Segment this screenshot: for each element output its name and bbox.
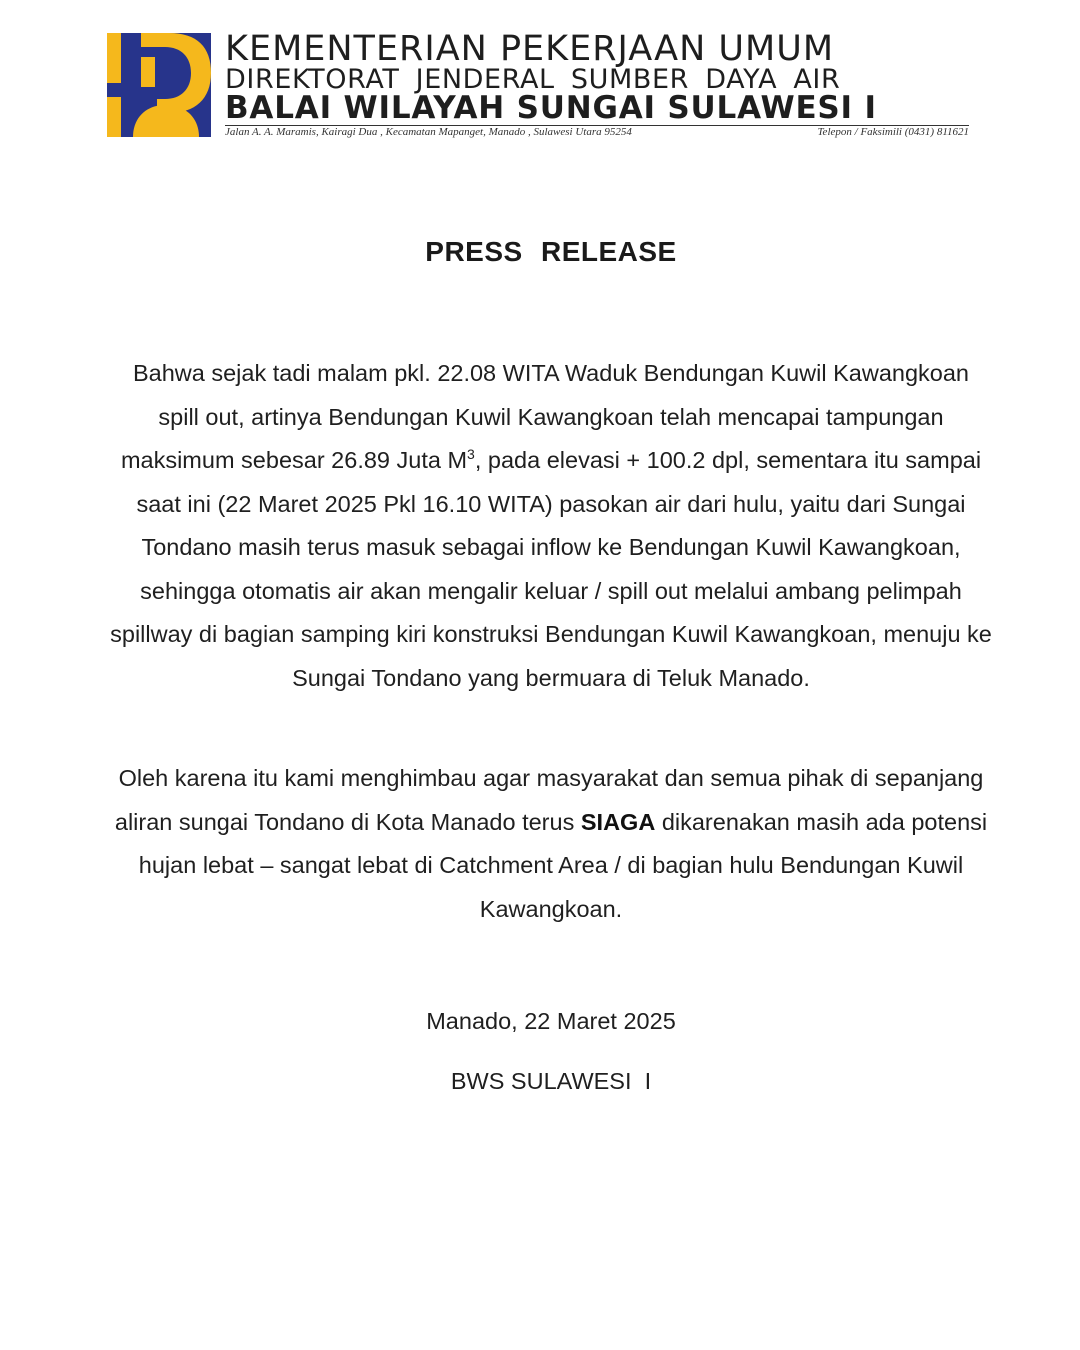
paragraph-appeal <box>110 757 992 931</box>
paragraph-appeal-text-b: dikarenakan masih ada potensi hujan lebat – sangat lebat di Catchment Area / di bagian hulu Bendungan Kuwil Kawangkoan. <box>138 808 988 922</box>
letterhead <box>107 29 969 139</box>
org-ministry-name: KEMENTERIAN PEKERJAAN UMUM <box>225 29 835 69</box>
ministry-logo-icon <box>107 33 211 137</box>
place-and-date: Manado, 22 Maret 2025 <box>426 1008 676 1034</box>
paragraph-situation <box>110 352 992 700</box>
office-address: Jalan A. A. Maramis, Kairagi Dua , Kecamatan Mapanget, Manado , Sulawesi Utara 95254 <box>225 126 632 138</box>
org-directorate-name: DIREKTORAT JENDERAL SUMBER DAYA AIR <box>225 64 841 95</box>
document-title: PRESS RELEASE <box>425 236 677 267</box>
signer-name: BWS SULAWESI I <box>450 1068 652 1094</box>
paragraph-situation-text-b: , pada elevasi + 100.2 dpl, sementara itu sampai saat ini (22 Maret 2025 Pkl 16.10 WITA) pasokan air dari hulu, yaitu dari Sungai Tondano masih terus masuk sebagai inflow ke Bendungan Kuwil Kawangkoan, sehingga otomatis air akan mengalir keluar / spill out melalui ambang pelimpah spillway di bagian samping kiri konstruksi Bendungan Kuwil Kawangkoan, menuju ke Sungai Tondano yang bermuara di Teluk Manado. <box>110 447 992 691</box>
paragraph-appeal-text-a: Oleh karena itu kami menghimbau agar masyarakat dan semua pihak di sepanjang aliran sungai Tondano di Kota Manado terus <box>114 765 984 835</box>
office-phone: Telepon / Faksimili (0431) 811621 <box>817 126 969 138</box>
alert-level-siaga: SIAGA <box>580 808 656 835</box>
org-office-name: BALAI WILAYAH SUNGAI SULAWESI I <box>225 90 877 126</box>
paragraph-situation-text-a: Bahwa sejak tadi malam pkl. 22.08 WITA Waduk Bendungan Kuwil Kawangkoan spill out, artinya Bendungan Kuwil Kawangkoan telah mencapai tampungan maksimum sebesar 26.89 Juta M <box>120 360 970 473</box>
letterhead-address-line <box>225 126 969 138</box>
cubic-superscript: 3 <box>467 446 475 463</box>
